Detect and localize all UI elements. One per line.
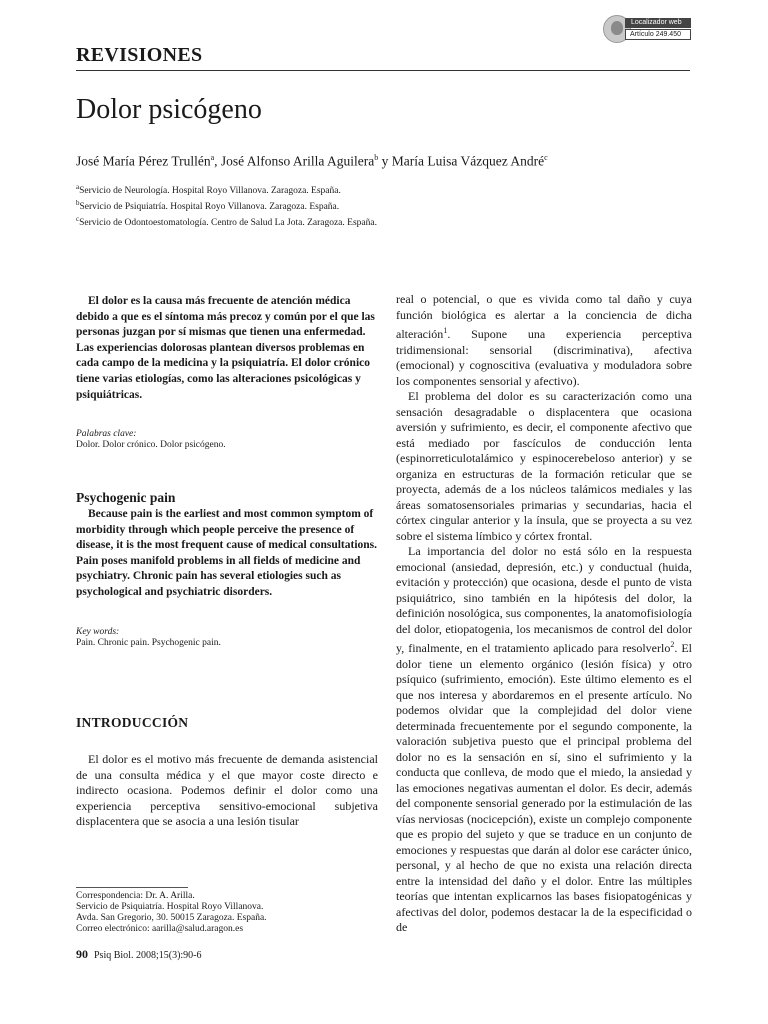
journal-citation: Psiq Biol. 2008;15(3):90-6 [94, 950, 202, 961]
correspondence-line: Correspondencia: Dr. A. Arilla. [76, 891, 195, 901]
abstract-en-heading: Psychogenic pain [76, 490, 176, 505]
reference-2: 2 [670, 640, 675, 649]
intro-heading: INTRODUCCIÓN [76, 715, 189, 730]
header-rule [76, 70, 690, 71]
author-1-sup: a [210, 153, 215, 162]
author-3: María Luisa Vázquez André [391, 153, 545, 169]
author-2-sup: b [374, 153, 379, 162]
intro-paragraph: El dolor es el motivo más frecuente de demanda asistencial de una consulta médica y el que mayor coste directo e indirecto ocasiona. Podemos definir el dolor como una experiencia perceptiva sensitivo-emocional subjetiva displacentera que se asocia a una lesión tisular [76, 752, 378, 828]
page-number: 90 [76, 947, 88, 961]
badge-top-label: Localizador web [625, 18, 691, 28]
correspondence-email: Correo electrónico: aarilla@salud.aragon.es [76, 924, 244, 934]
affiliation-b: $^b$Servicio de Psiquiatría. Hospital Royo Villanova. Zaragoza. España. [76, 199, 340, 213]
keywords-en-values: Pain. Chronic pain. Psychogenic pain. [76, 638, 221, 648]
author-1: José María Pérez Trullén [76, 153, 211, 169]
intro-body [76, 752, 378, 830]
paragraph-3: La importancia del dolor no está sólo en la respuesta emocional (ansiedad, depresión, etc.) y conductual (huida, evitación y protección) que ocasiona, desde el punto de vista psiquiátrico, sino también en la hipótesis del dolor, la definición nosológica, sus componentes, la anatomofisiología del dolor, etiopatogenia, los mecanismos de control del dolor y, finalmente, en el tratamiento aplicado para resolverlo$^2$. El dolor tiene un elemento orgánico (lesión física) y otro psíquico (sufrimiento, emoción). Este último elemento es el que nos interesa y abordaremos en el presente artículo. No podemos olvidar que la complejidad del dolor viene determinada frecuentemente por el segundo componente, la valoración subjetiva puesto que el principal problema del dolor no es la sensación en sí, sino el sufrimiento y la conducta que conlleva, de modo que el miedo, la ansiedad y las emociones negativas aumentan el dolor. Es decir, además del componente sensorial generado por la estimulación de las vías nerviosas (nocicepción), existe un complejo componente que es propio del sujeto y que se traduce en un conjunto de emociones y respuestas que darán al dolor ese carácter único, personal, y al hecho de que no exista una relación directa entre la intensidad del daño y el dolor. Entre las múltiples teorías que intentan explicarnos las bases fisiopatogénicas y afectivas del dolor, podemos destacar la de la especificidad o de [396, 544, 692, 934]
keywords-en-label: Key words: [76, 627, 120, 637]
author-2: José Alfonso Arilla Aguilera [220, 153, 375, 169]
keywords-es-values: Dolor. Dolor crónico. Dolor psicógeno. [76, 440, 226, 450]
section-heading: REVISIONES [76, 44, 203, 66]
correspondence-line: Avda. San Gregorio, 30. 50015 Zaragoza. España. [76, 913, 267, 923]
abstract-en-text: Because pain is the earliest and most common symptom of morbidity through which people perceive the presence of disease, it is the most frequent cause of medical consultations. Pain poses manifold problems in all fields of medicine and psychiatry. Chronic pain has several etiologies such as psychological and psychiatric disorders. [76, 508, 378, 598]
web-locator-badge [603, 15, 691, 43]
abstract-es-text: El dolor es la causa más frecuente de atención médica debido a que es el síntoma más precoz y común por el que las personas juzgan por sí mismas que tienen una enfermedad. Las experiencias dolorosas plantean diversos problemas en cada campo de la medicina y la psiquiatría. El dolor crónico tiene varias etiologías, como las alteraciones psicológicas y psiquiátricas. [76, 295, 375, 401]
abstract-es [76, 294, 378, 403]
page-footer [76, 947, 202, 962]
paragraph-2: El problema del dolor es su caracterización como una sensación desagradable o displacentera que ocasiona aversión y sufrimiento, es decir, el componente afectivo que está mediado por fascículos de conducción lenta (espinorreticulotalámico y espinocerebeloso anterior) y se organiza en estructuras de la formación reticular que se proyecta, además de a los núcleos talámicos mediales y las áreas somatosensoriales primarias y secundarias, hacia el córtex cingular anterior y la ínsula, que se proyecta a su vez sobre el sistema límbico y córtex frontal. [396, 389, 692, 543]
correspondence-line: Servicio de Psiquiatría. Hospital Royo Villanova. [76, 902, 264, 912]
abstract-en [76, 490, 378, 601]
column-2 [396, 292, 692, 936]
correspondence-rule [76, 887, 188, 888]
author-line: José María Pérez Trullén$^a$, José Alfonso Arilla Aguilera$^b$ y María Luisa Vázquez André$^c$ [76, 153, 548, 169]
paragraph-1: real o potencial, o que es vivida como tal daño y cuya función biológica es alertar a la conciencia de dicha alteración$^1$. Supone una experiencia perceptiva tridimensional: sensorial (discriminativa), afectiva (emocional) y cognoscitiva (evaluativa y moduladora sobre los componentes sensorial y afectivo). [396, 292, 692, 388]
affiliation-c: $^c$Servicio de Odontoestomatología. Centro de Salud La Jota. Zaragoza. España. [76, 215, 377, 229]
keywords-es [76, 429, 378, 451]
author-3-sup: c [544, 153, 548, 162]
affiliations [76, 181, 377, 229]
keywords-en [76, 627, 378, 649]
affiliation-a: $^a$Servicio de Neurología. Hospital Royo Villanova. Zaragoza. España. [76, 183, 341, 197]
badge-article-number: Artículo 249.450 [625, 29, 691, 40]
keywords-es-label: Palabras clave: [76, 429, 137, 439]
reference-1: 1 [443, 326, 448, 335]
article-title: Dolor psicógeno [76, 94, 262, 125]
correspondence [76, 891, 267, 935]
